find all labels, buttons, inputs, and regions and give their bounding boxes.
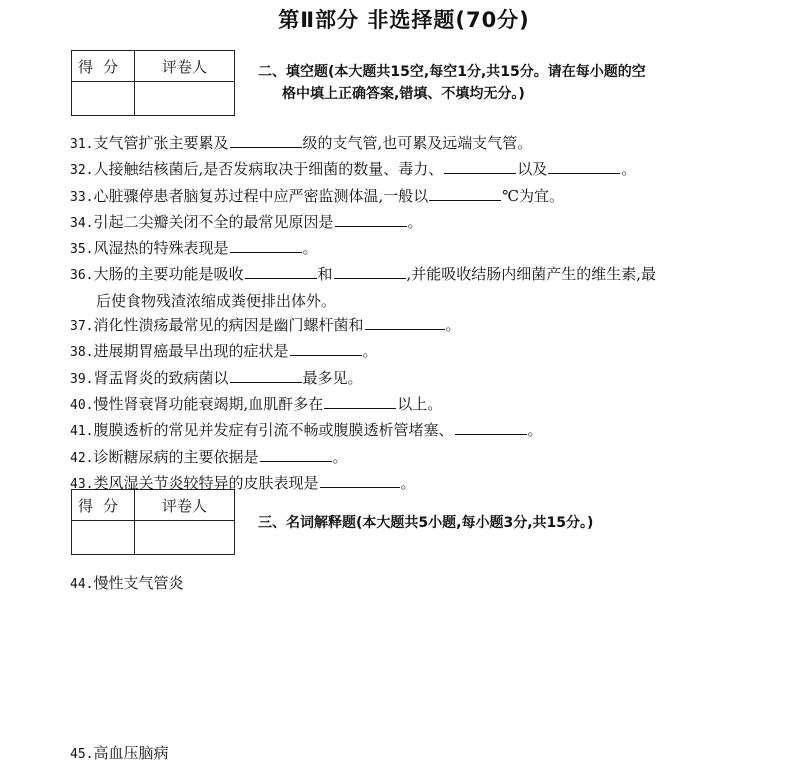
question-text: 。: [445, 316, 461, 335]
question-45: [70, 742, 169, 763]
question-41: [70, 418, 750, 444]
question-number: 35.: [70, 242, 94, 258]
answer-blank[interactable]: [230, 368, 302, 383]
question-44: [70, 572, 184, 593]
question-number: 40.: [70, 397, 94, 413]
answer-blank[interactable]: [320, 473, 400, 488]
question-text: 腹膜透析的常见并发症有引流不畅或腹膜透析管堵塞、: [93, 421, 454, 440]
grader-label: 评卷人: [135, 490, 235, 521]
question-37: [70, 313, 750, 339]
question-text: ℃为宜。: [502, 186, 565, 205]
question-number: 41.: [70, 424, 94, 440]
question-number: 38.: [70, 345, 94, 361]
question-number: 36.: [70, 268, 94, 284]
question-text: 。: [621, 160, 637, 179]
question-number: 37.: [70, 319, 94, 335]
question-text: 诊断糖尿病的主要依据是: [93, 447, 259, 466]
question-text: 。: [302, 239, 318, 258]
question-number: 39.: [70, 371, 94, 387]
question-34: [70, 210, 750, 236]
question-number: 44.: [70, 577, 94, 592]
question-32: [70, 157, 750, 183]
question-number: 45.: [70, 747, 94, 762]
question-text: 最多见。: [302, 368, 363, 387]
score-label: 得分: [72, 490, 135, 521]
question-text: 引起二尖瓣关闭不全的最常见原因是: [93, 212, 334, 231]
question-text: 。: [527, 421, 543, 440]
question-number: 31.: [70, 137, 94, 152]
question-text: 肾盂肾炎的致病菌以: [93, 368, 229, 387]
question-number: 43.: [70, 476, 94, 492]
answer-blank[interactable]: [230, 133, 302, 148]
fill-in-question-list: [70, 131, 750, 497]
answer-blank[interactable]: [230, 238, 302, 253]
question-text: 高血压脑病: [93, 744, 169, 762]
answer-blank[interactable]: [334, 264, 406, 279]
answer-blank[interactable]: [260, 447, 332, 462]
section-term-definition-heading: 三、名词解释题(本大题共5小题,每小题3分,共15分。): [258, 515, 594, 531]
section-fill-in-heading-line1: 二、填空题(本大题共15空,每空1分,共15分。请在每小题的空: [258, 64, 646, 80]
question-number: 33.: [70, 189, 94, 205]
question-text: 慢性肾衰肾功能衰竭期,血肌酐多在: [93, 394, 324, 413]
question-text: 心脏骤停患者脑复苏过程中应严密监测体温,一般以: [93, 186, 429, 205]
question-text: 级的支气管,也可累及远端支气管。: [302, 134, 533, 152]
question-text: 类风湿关节炎较特异的皮肤表现是: [93, 473, 319, 492]
question-text: 以上。: [397, 394, 443, 413]
score-box-2: [71, 489, 235, 555]
answer-blank[interactable]: [335, 212, 407, 227]
question-text: 进展期胃癌最早出现的症状是: [93, 342, 289, 361]
question-text: ,并能吸收结肠内细菌产生的维生素,最: [406, 265, 657, 284]
question-35: [70, 236, 750, 262]
page-title: 第Ⅱ部分 非选择题(70分): [278, 8, 530, 32]
question-text: 慢性支气管炎: [93, 574, 184, 592]
answer-blank[interactable]: [455, 420, 527, 435]
answer-blank[interactable]: [324, 394, 396, 409]
question-text: 。: [400, 473, 416, 492]
question-text: 支气管扩张主要累及: [93, 134, 229, 152]
answer-blank[interactable]: [245, 264, 317, 279]
score-label: 得分: [72, 51, 135, 82]
question-40: [70, 392, 750, 418]
section-fill-in-heading-line2: 格中填上正确答案,错填、不填均无分。): [282, 86, 525, 102]
answer-blank[interactable]: [290, 341, 362, 356]
question-text: 和: [317, 265, 333, 284]
question-text: 风湿热的特殊表现是: [93, 239, 229, 258]
grader-cell[interactable]: [135, 521, 235, 555]
question-text: 大肠的主要功能是吸收: [93, 265, 244, 284]
question-text: 消化性溃疡最常见的病因是幽门螺杆菌和: [93, 316, 364, 335]
score-cell[interactable]: [72, 82, 135, 116]
section-fill-in-heading: [258, 61, 646, 105]
question-text: 人接触结核菌后,是否发病取决于细菌的数量、毒力、: [93, 160, 444, 179]
question-text: 。: [407, 212, 423, 231]
answer-blank[interactable]: [365, 315, 445, 330]
score-box-1: [71, 50, 235, 116]
question-42: [70, 445, 750, 471]
answer-blank[interactable]: [444, 159, 516, 174]
question-number: 42.: [70, 450, 94, 466]
grader-cell[interactable]: [135, 82, 235, 116]
question-text: 。: [332, 447, 348, 466]
score-cell[interactable]: [72, 521, 135, 555]
question-36-continuation: 后使食物残渣浓缩成粪便排出体外。: [96, 291, 337, 310]
question-36: [70, 262, 750, 288]
question-text: 。: [362, 342, 378, 361]
question-33: [70, 184, 750, 210]
answer-blank[interactable]: [548, 159, 620, 174]
question-number: 34.: [70, 215, 94, 231]
question-31: [70, 131, 750, 157]
question-text: 以及: [517, 160, 548, 179]
question-number: 32.: [70, 163, 94, 179]
grader-label: 评卷人: [135, 51, 235, 82]
question-39: [70, 366, 750, 392]
question-38: [70, 339, 750, 365]
answer-blank[interactable]: [429, 186, 501, 201]
